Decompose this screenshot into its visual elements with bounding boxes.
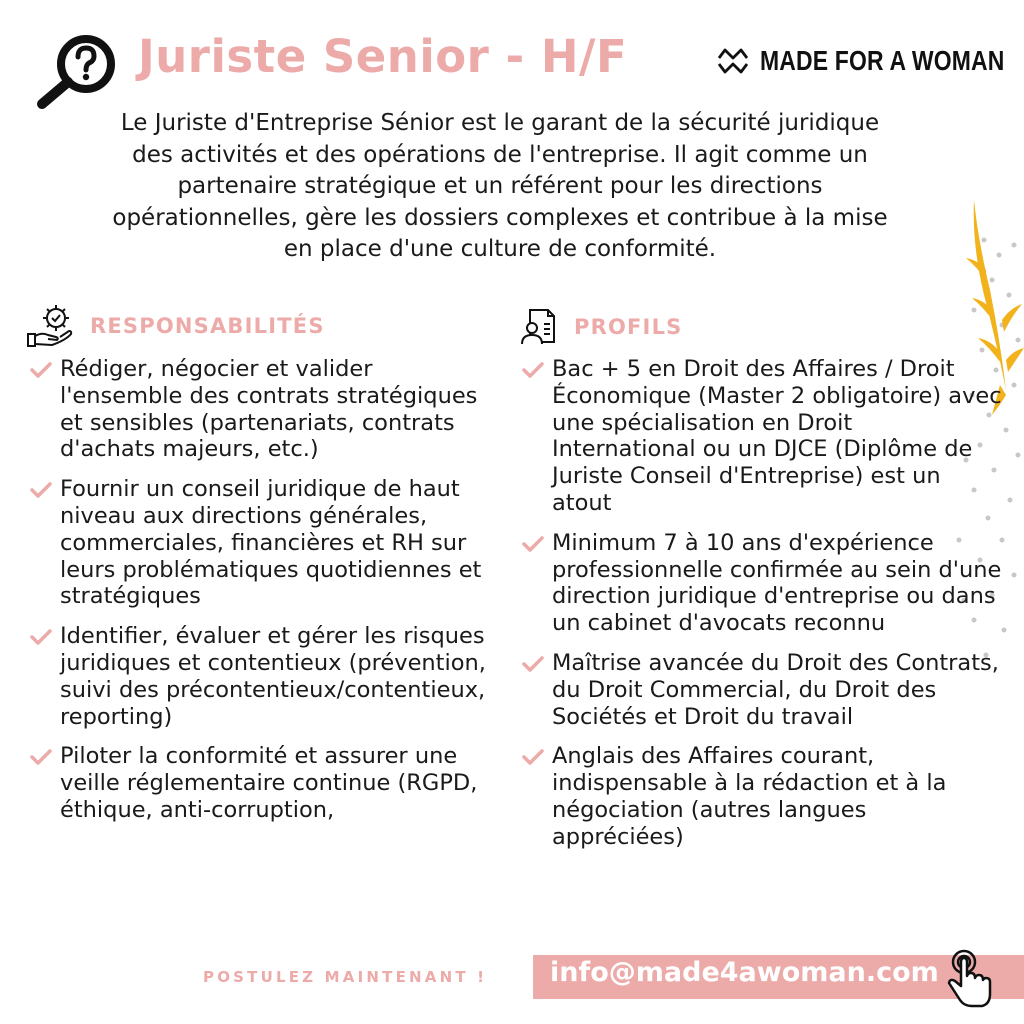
check-icon <box>522 361 544 379</box>
list-item: Maîtrise avancée du Droit des Contrats, du Droit Commercial, du Droit des Sociétés et Droit du travail <box>522 650 1002 730</box>
responsabilites-list <box>30 356 500 837</box>
check-icon <box>30 481 52 499</box>
responsabilites-title: RESPONSABILITÉS <box>90 314 325 338</box>
brand-name: MADE FOR A WOMAN <box>760 45 1005 76</box>
profils-header <box>520 308 682 346</box>
brand-logo-icon <box>716 44 750 78</box>
apply-now-label: POSTULEZ MAINTENANT ! <box>203 968 488 986</box>
profils-list <box>522 356 1002 864</box>
responsabilites-header <box>26 304 325 348</box>
list-item: Fournir un conseil juridique de haut niveau aux directions générales, commerciales, financières et RH sur leurs problématiques quotidiennes et stratégiques <box>30 476 500 610</box>
brand <box>716 44 1024 78</box>
check-icon <box>30 628 52 646</box>
list-item: Piloter la conformité et assurer une veille réglementaire continue (RGPD, éthique, anti-corruption, <box>30 743 500 823</box>
check-icon <box>522 655 544 673</box>
check-icon <box>30 361 52 379</box>
profils-title: PROFILS <box>574 315 683 339</box>
search-question-icon <box>34 30 124 110</box>
intro-text: Le Juriste d'Entreprise Sénior est le garant de la sécurité juridique des activités et des opérations de l'entreprise. Il agit comme un partenaire stratégique et un référent pour les directions opérationnelles, gère les dossiers complexes et contribue à la mise en place d'une culture de conformité. <box>112 110 888 262</box>
list-item: Rédiger, négocier et valider l'ensemble des contrats stratégiques et sensibles (partenariats, contrats d'achats majeurs, etc.) <box>30 356 500 463</box>
email-link[interactable]: info@made4awoman.com <box>550 957 939 988</box>
list-item: Minimum 7 à 10 ans d'expérience professionnelle confirmée au sein d'une direction juridique d'entreprise ou dans un cabinet d'avocats reconnu <box>522 530 1002 637</box>
check-icon <box>30 748 52 766</box>
check-icon <box>522 535 544 553</box>
page-title: Juriste Senior - H/F <box>138 30 628 83</box>
list-item: Bac + 5 en Droit des Affaires / Droit Économique (Master 2 obligatoire) avec une spécialisation en Droit International ou un DJCE (Diplôme de Juriste Conseil d'Entreprise) est un atout <box>522 356 1002 517</box>
check-icon <box>522 748 544 766</box>
profile-document-icon <box>520 308 558 346</box>
list-item: Anglais des Affaires courant, indispensable à la rédaction et à la négociation (autres langues appréciées) <box>522 743 1002 850</box>
hand-gear-check-icon <box>26 304 74 348</box>
list-item: Identifier, évaluer et gérer les risques juridiques et contentieux (prévention, suivi des précontentieux/contentieux, reporting) <box>30 623 500 730</box>
pointer-hand-icon <box>944 948 996 1010</box>
